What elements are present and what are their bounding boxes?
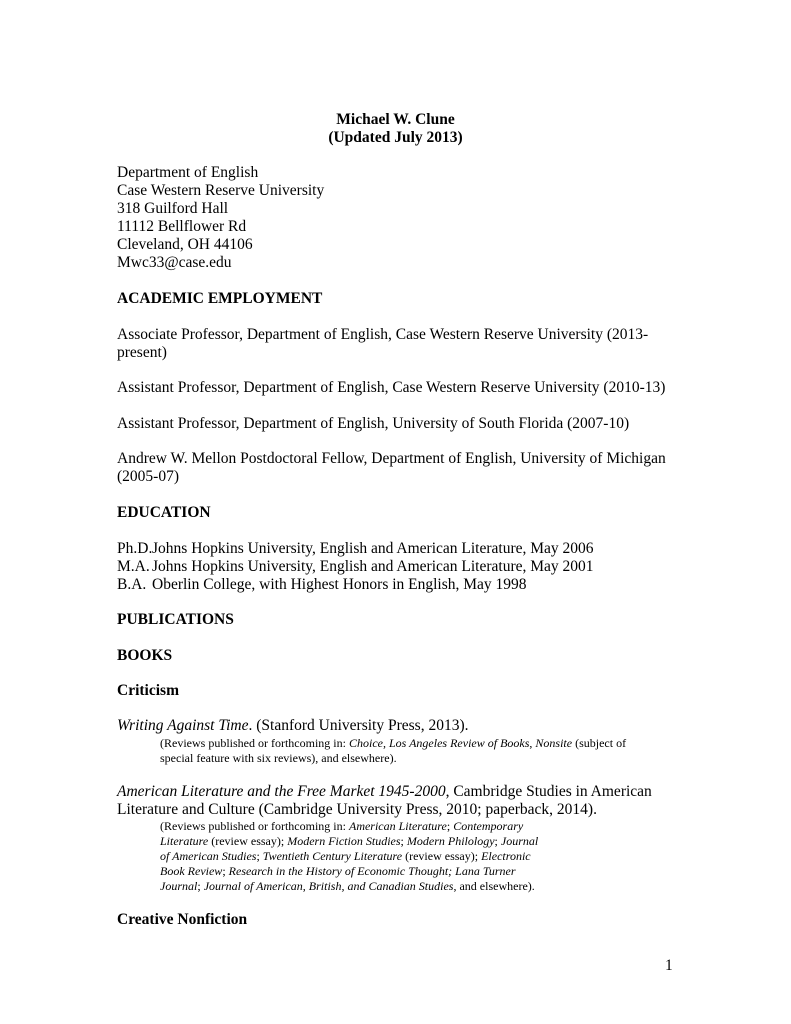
book-reviews-cont: of American Studies; Twentieth Century Literature (review essay); Electronic [160,849,531,863]
book-entry: American Literature and the Free Market 1945-2000, Cambridge Studies in American [117,783,652,800]
book-reviews-cont: Journal; Journal of American, British, and Canadian Studies, and elsewhere). [160,879,535,893]
book-reviews-cont: special feature with six reviews), and elsewhere). [160,751,397,765]
section-heading-employment: ACADEMIC EMPLOYMENT [117,290,323,307]
education-item [117,540,594,558]
degree: Ph.D. [117,540,153,557]
email: Mwc33@case.edu [117,254,232,271]
education-item [117,576,527,594]
address-line: Cleveland, OH 44106 [117,236,253,253]
degree: B.A. [117,576,147,593]
book-entry-cont: Literature and Culture (Cambridge University Press, 2010; paperback, 2014). [117,801,597,818]
subheading-books: BOOKS [117,647,173,664]
employment-item: Associate Professor, Department of English, Case Western Reserve University (2013- [117,326,649,343]
employment-item: Andrew W. Mellon Postdoctoral Fellow, Department of English, University of Michigan [117,450,666,467]
book-entry: Writing Against Time. (Stanford University Press, 2013). [117,717,469,734]
education-item [117,558,594,576]
degree-detail: Johns Hopkins University, English and American Literature, May 2001 [152,558,594,575]
cv-updated: (Updated July 2013) [328,129,463,146]
section-heading-publications: PUBLICATIONS [117,611,234,628]
book-reviews: (Reviews published or forthcoming in: American Literature; Contemporary [160,819,524,833]
book-reviews-cont: Book Review; Research in the History of Economic Thought; Lana Turner [160,864,516,878]
subheading-creative-nonfiction: Creative Nonfiction [117,911,248,928]
address-line: Department of English [117,164,259,181]
degree-detail: Johns Hopkins University, English and American Literature, May 2006 [152,540,594,557]
employment-item: Assistant Professor, Department of English, Case Western Reserve University (2010-13) [117,379,666,396]
address-line: 11112 Bellflower Rd [117,218,247,235]
subheading-criticism: Criticism [117,682,179,699]
employment-item-cont: (2005-07) [117,468,179,485]
book-reviews: (Reviews published or forthcoming in: Choice, Los Angeles Review of Books, Nonsite (subject of [160,736,627,750]
cv-name: Michael W. Clune [336,111,455,128]
employment-item-cont: present) [117,344,167,361]
book-reviews-cont: Literature (review essay); Modern Fiction Studies; Modern Philology; Journal [160,834,539,848]
degree-detail: Oberlin College, with Highest Honors in English, May 1998 [152,576,527,593]
book-title: American Literature and the Free Market 1945-2000 [117,783,446,800]
book-title: Writing Against Time [117,717,249,734]
section-heading-education: EDUCATION [117,504,211,521]
degree: M.A. [117,558,150,575]
employment-item: Assistant Professor, Department of English, University of South Florida (2007-10) [117,415,630,432]
address-line: Case Western Reserve University [117,182,325,199]
page-number: 1 [665,957,673,974]
address-line: 318 Guilford Hall [117,200,229,217]
